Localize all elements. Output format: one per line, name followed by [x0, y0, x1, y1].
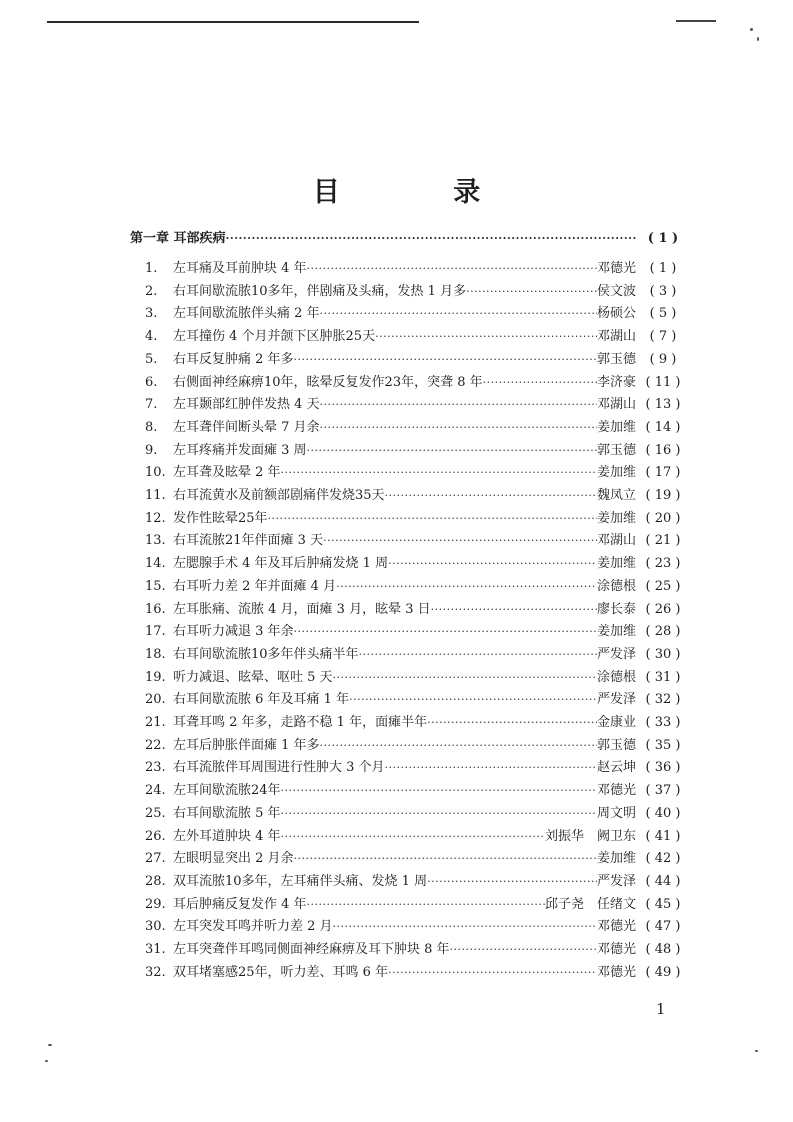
entry-page: ( 31 ) [645, 669, 681, 685]
dot-leader [294, 350, 597, 370]
dot-leader [385, 486, 597, 506]
toc-entry[interactable] [145, 418, 690, 438]
dot-leader [281, 804, 597, 824]
entry-title: 耳聋耳鸣 2 年多，走路不稳 1 年，面瘫半年 [173, 715, 428, 730]
entry-number: 13. [145, 533, 166, 549]
entry-title: 双耳流脓10多年，左耳痛伴头痛、发烧 1 周 [173, 873, 428, 889]
entry-page: ( 7 ) [649, 329, 677, 345]
entry-author: 李济豪 [596, 374, 636, 390]
entry-number: 24. [145, 783, 166, 799]
entry-author: 姜加维 [596, 419, 636, 435]
dot-leader [281, 463, 597, 483]
toc-entry[interactable] [145, 304, 690, 324]
entry-author: 赵云坤 [596, 760, 636, 776]
entry-page: ( 11 ) [645, 374, 681, 390]
entry-title: 左耳痛及耳前肿块 4 年 [173, 261, 307, 276]
toc-entry[interactable] [145, 849, 690, 869]
toc-entry[interactable] [145, 827, 690, 847]
dot-leader [268, 509, 597, 529]
entry-page: ( 35 ) [645, 737, 681, 753]
entry-number: 7. [145, 397, 158, 413]
entry-author: 邓湖山 [596, 329, 636, 345]
chapter-page: ( 1 ) [647, 231, 679, 246]
entry-number: 27. [145, 851, 166, 867]
toc-entry[interactable] [145, 736, 690, 756]
scan-speck [750, 28, 753, 31]
entry-page: ( 14 ) [645, 419, 681, 435]
entry-page: ( 28 ) [645, 624, 681, 640]
dot-leader [466, 282, 597, 302]
entry-title: 左耳胀痛、流脓 4 月，面瘫 3 月，眩晕 3 日 [173, 601, 431, 617]
dot-leader [281, 781, 597, 801]
scan-artifact-line [47, 21, 419, 23]
toc-entry[interactable] [145, 463, 690, 483]
entry-author: 严发泽 [596, 646, 636, 662]
entry-page: ( 23 ) [645, 556, 681, 572]
dot-leader [307, 895, 545, 915]
dot-leader [375, 327, 597, 347]
entry-number: 10. [145, 465, 166, 481]
entry-title: 发作性眩晕25年 [173, 510, 268, 526]
entry-author: 魏凤立 [596, 488, 636, 503]
entry-page: ( 26 ) [645, 601, 681, 617]
toc-entry[interactable] [145, 327, 690, 347]
scan-speck [757, 37, 759, 41]
dot-leader [388, 554, 597, 574]
entry-number: 31. [145, 942, 166, 957]
entry-title: 左外耳道肿块 4 年 [173, 828, 281, 844]
entry-author: 邓湖山 [596, 533, 636, 549]
toc-entry[interactable] [145, 577, 690, 597]
toc-entry[interactable] [145, 282, 690, 302]
entry-number: 21. [145, 715, 166, 730]
entry-number: 1. [145, 261, 158, 276]
entry-page: ( 13 ) [645, 397, 681, 413]
entry-page: ( 20 ) [645, 510, 681, 526]
entry-author: 周文明 [596, 805, 636, 821]
entry-author: 廖长泰 [596, 601, 636, 617]
entry-number: 9. [145, 442, 158, 458]
entry-number: 17. [145, 624, 166, 640]
toc-entry[interactable] [145, 713, 690, 733]
entry-number: 20. [145, 692, 166, 708]
entry-number: 6. [145, 374, 158, 390]
entry-title: 左眼明显突出 2 月余 [173, 851, 294, 867]
entry-page: ( 3 ) [649, 283, 677, 299]
entry-title: 左耳疼痛并发面瘫 3 周 [173, 442, 307, 458]
dot-leader [388, 963, 597, 983]
entry-author: 姜加维 [596, 624, 636, 640]
toc-entry[interactable] [145, 509, 690, 529]
dot-leader [226, 229, 636, 249]
entry-number: 30. [145, 919, 166, 935]
entry-author: 邓德光 [596, 783, 636, 799]
dot-leader [294, 622, 597, 642]
entry-page: ( 49 ) [645, 964, 681, 980]
entry-author: 邓德光 [596, 261, 636, 276]
entry-number: 23. [145, 760, 166, 776]
entry-title: 左耳后肿胀伴面瘫 1 年多 [173, 737, 320, 753]
toc-entry[interactable] [145, 690, 690, 710]
dot-leader [427, 713, 597, 733]
entry-title: 左耳撞伤 4 个月并颌下区肿胀25天 [173, 329, 376, 345]
dot-leader [333, 917, 597, 937]
entry-page: ( 5 ) [649, 306, 677, 322]
entry-page: ( 17 ) [645, 465, 681, 481]
toc-entry[interactable] [145, 554, 690, 574]
toc-entry[interactable] [145, 668, 690, 688]
entry-page: ( 36 ) [645, 760, 681, 776]
entry-title: 左耳聋伴间断头晕 7 月余 [173, 419, 320, 435]
entry-title: 左耳间歇流脓伴头痛 2 年 [173, 306, 320, 322]
entry-page: ( 25 ) [645, 578, 681, 594]
entry-author: 郭玉德 [596, 442, 636, 458]
page-title: 目 录 [312, 177, 533, 208]
entry-author: 侯文波 [596, 283, 636, 299]
dot-leader [323, 531, 597, 551]
entry-page: ( 21 ) [645, 533, 681, 549]
toc-entry[interactable] [145, 963, 690, 983]
entry-page: ( 37 ) [645, 783, 681, 799]
scan-speck [755, 1050, 758, 1052]
page-number: 1 [656, 1000, 666, 1018]
dot-leader [483, 373, 597, 393]
entry-page: ( 19 ) [645, 488, 681, 503]
entry-author: 严发泽 [596, 873, 636, 889]
entry-number: 3. [145, 306, 158, 322]
entry-number: 25. [145, 805, 166, 821]
entry-title: 右耳流脓伴耳周围进行性肿大 3 个月 [173, 760, 385, 776]
scan-speck [45, 1060, 48, 1062]
entry-page: ( 33 ) [645, 715, 681, 730]
entry-title: 右耳间歇流脓 6 年及耳痛 1 年 [173, 692, 350, 708]
entry-author: 涂德根 [596, 669, 636, 685]
entry-author: 杨硕公 [596, 306, 636, 322]
scan-artifact-line [676, 20, 716, 22]
entry-page: ( 44 ) [645, 873, 681, 889]
chapter-heading[interactable] [130, 229, 690, 249]
entry-author: 邓德光 [596, 919, 636, 935]
entry-number: 15. [145, 578, 166, 594]
entry-author: 姜加维 [596, 465, 636, 481]
entry-title: 右耳反复肿痛 2 年多 [173, 351, 294, 367]
entry-author: 邓德光 [596, 964, 636, 980]
entry-author: 姜加维 [596, 851, 636, 867]
dot-leader [431, 600, 597, 620]
dot-leader [333, 668, 597, 688]
entry-title: 左耳颞部红肿伴发热 4 天 [173, 397, 320, 413]
entry-number: 2. [145, 283, 158, 299]
entry-author: 邓湖山 [596, 397, 636, 413]
entry-page: ( 32 ) [645, 692, 681, 708]
entry-page: ( 30 ) [645, 646, 681, 662]
entry-author: 邱子尧 任绪文 [544, 896, 636, 912]
toc-entry[interactable] [145, 917, 690, 937]
entry-number: 12. [145, 510, 166, 526]
toc-entry[interactable] [145, 531, 690, 551]
entry-page: ( 40 ) [645, 805, 681, 821]
toc-entry[interactable] [145, 259, 690, 279]
entry-title: 右耳听力减退 3 年余 [173, 624, 294, 640]
entry-title: 右耳流脓21年伴面瘫 3 天 [173, 533, 324, 549]
entry-number: 5. [145, 351, 158, 367]
entry-number: 4. [145, 329, 158, 345]
toc-entry[interactable] [145, 895, 690, 915]
entry-number: 16. [145, 601, 166, 617]
entry-number: 11. [145, 488, 166, 503]
dot-leader [359, 645, 597, 665]
entry-title: 右耳间歇流脓10多年，伴剧痛及头痛，发热 1 月多 [173, 283, 467, 299]
entry-author: 严发泽 [596, 692, 636, 708]
entry-number: 29. [145, 896, 166, 912]
dot-leader [450, 940, 597, 960]
entry-number: 18. [145, 646, 166, 662]
entry-page: ( 1 ) [649, 261, 677, 276]
entry-page: ( 16 ) [645, 442, 681, 458]
entry-author: 姜加维 [596, 556, 636, 572]
toc-entry[interactable] [145, 600, 690, 620]
dot-leader [385, 758, 597, 778]
entry-author: 姜加维 [596, 510, 636, 526]
entry-number: 14. [145, 556, 166, 572]
entry-title: 右耳流黄水及前额部剧痛伴发烧35天 [173, 488, 385, 503]
entry-title: 右耳听力差 2 年并面瘫 4 月 [173, 578, 337, 594]
entry-title: 右耳间歇流脓 5 年 [173, 805, 281, 821]
entry-page: ( 47 ) [645, 919, 681, 935]
entry-title: 右耳间歇流脓10多年伴头痛半年 [173, 646, 359, 662]
toc-entry[interactable] [145, 804, 690, 824]
toc-entry[interactable] [145, 373, 690, 393]
dot-leader [427, 872, 597, 892]
entry-title: 耳后肿痛反复发作 4 年 [173, 896, 307, 912]
dot-leader [320, 304, 597, 324]
toc-entry[interactable] [145, 645, 690, 665]
entry-number: 22. [145, 737, 166, 753]
toc-entry[interactable] [145, 940, 690, 960]
entry-title: 左耳聋及眩晕 2 年 [173, 465, 281, 481]
entry-title: 右侧面神经麻痹10年，眩晕反复发作23年，突聋 8 年 [173, 374, 483, 390]
entry-author: 刘振华 阙卫东 [544, 828, 636, 844]
dot-leader [320, 418, 597, 438]
entry-number: 28. [145, 873, 166, 889]
dot-leader [307, 441, 597, 461]
entry-title: 左耳间歇流脓24年 [173, 783, 281, 799]
dot-leader [349, 690, 597, 710]
scan-speck [48, 1044, 52, 1046]
toc-entry[interactable] [145, 441, 690, 461]
toc-entry[interactable] [145, 781, 690, 801]
dot-leader [307, 259, 597, 279]
entry-title: 双耳堵塞感25年，听力差、耳鸣 6 年 [173, 964, 389, 980]
entry-title: 听力减退、眩晕、呕吐 5 天 [173, 669, 333, 685]
toc-entry[interactable] [145, 872, 690, 892]
entry-author: 金康业 [596, 715, 636, 730]
entry-page: ( 41 ) [645, 828, 681, 844]
entry-author: 涂德根 [596, 578, 636, 594]
dot-leader [320, 736, 597, 756]
toc-entry[interactable] [145, 622, 690, 642]
toc-entry[interactable] [145, 758, 690, 778]
entry-author: 郭玉德 [596, 351, 636, 367]
entry-page: ( 45 ) [645, 896, 681, 912]
entry-number: 32. [145, 964, 166, 980]
entry-title: 左耳突聋伴耳鸣同侧面神经麻痹及耳下肿块 8 年 [173, 942, 450, 957]
dot-leader [294, 849, 597, 869]
dot-leader [320, 395, 597, 415]
entry-title: 左腮腺手术 4 年及耳后肿痛发烧 1 周 [173, 556, 389, 572]
toc-entry[interactable] [145, 395, 690, 415]
toc-entry[interactable] [145, 350, 690, 370]
entry-title: 左耳突发耳鸣并听力差 2 月 [173, 919, 333, 935]
toc-entry[interactable] [145, 486, 690, 506]
entry-page: ( 42 ) [645, 851, 681, 867]
dot-leader [336, 577, 597, 597]
entry-author: 郭玉德 [596, 737, 636, 753]
entry-number: 19. [145, 669, 166, 685]
entry-author: 邓德光 [596, 942, 636, 957]
dot-leader [281, 827, 545, 847]
entry-number: 26. [145, 828, 166, 844]
entry-page: ( 9 ) [649, 351, 677, 367]
chapter-label: 第一章 耳部疾病 [130, 231, 226, 246]
entry-number: 8. [145, 419, 158, 435]
entry-page: ( 48 ) [645, 942, 681, 957]
